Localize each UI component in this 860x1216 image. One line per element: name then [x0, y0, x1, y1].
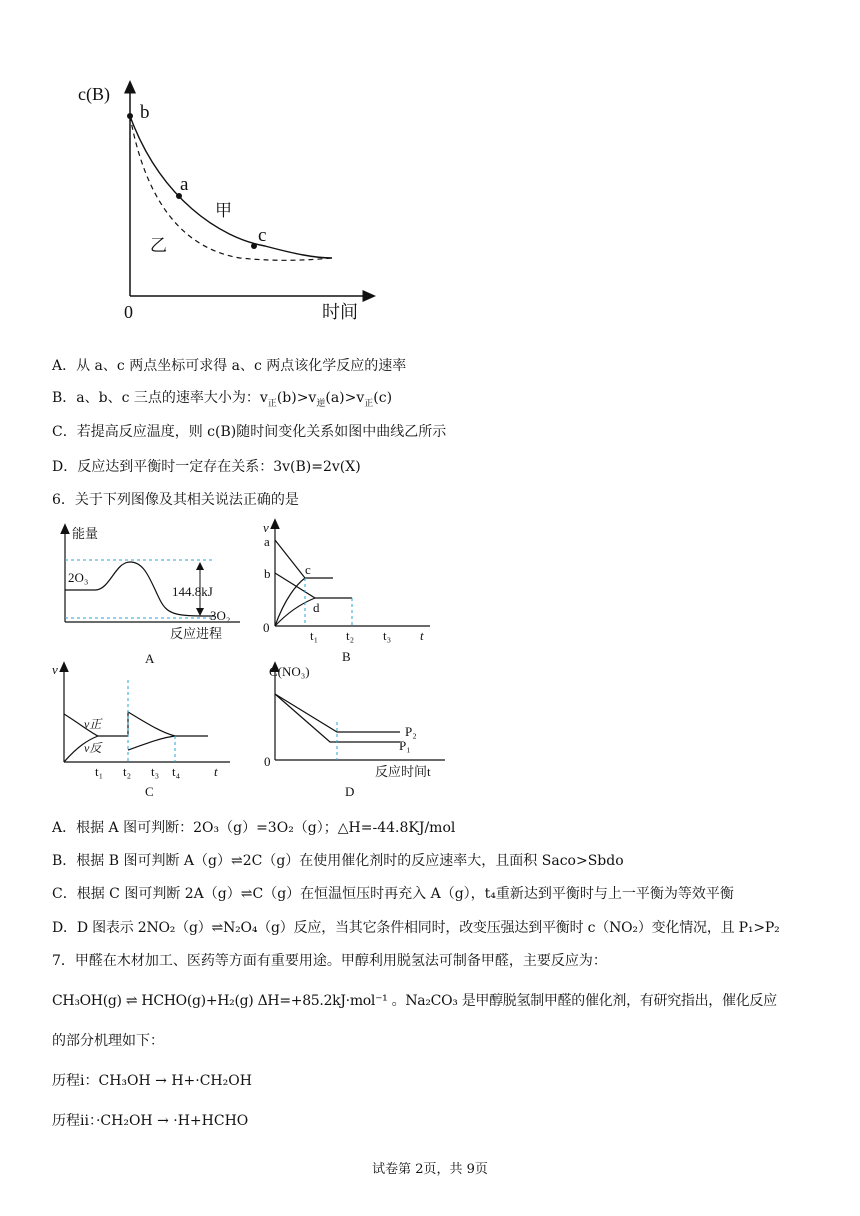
fig-d-origin: 0 — [264, 754, 271, 769]
q7-equation: CH₃OH(g) ⇌ HCHO(g)+H₂(g) ΔH=+85.2kJ·mol⁻¹ 。Na₂CO₃ 是甲醇脱氢制甲醛的催化剂，有研究指出，催化反应 — [52, 993, 777, 1009]
fig-c-y-label: v — [52, 662, 58, 677]
curve-jia-label: 甲 — [215, 201, 232, 220]
q6-option-d: D．D 图表示 2NO₂（g）⇌N₂O₄（g）反应，当其它条件相同时，改变压强达到平衡时 c（NO₂）变化情况，且 P₁>P₂ — [52, 920, 780, 936]
y-axis-label: c(B) — [78, 84, 110, 104]
q6-option-c: C．根据 C 图可判断 2A（g）⇌C（g）在恒温恒压时再充入 A（g），t₄重新达到平衡时与上一平衡为等效平衡 — [52, 886, 734, 902]
origin-label: 0 — [124, 302, 133, 322]
fig-b-c: c — [305, 562, 311, 577]
curve-yi-label: 乙 — [150, 236, 167, 255]
q6-title: 6．关于下列图像及其相关说法正确的是 — [52, 492, 299, 508]
fig-d-y-label: C(NO₃) — [269, 664, 310, 679]
fig-b-d: d — [313, 600, 320, 615]
fig-a-y-label: 能量 — [72, 526, 99, 541]
fig-d-p2: P₂ — [405, 724, 417, 739]
q5-option-c: C．若提高反应温度，则 c(B)随时间变化关系如图中曲线乙所示 — [52, 424, 447, 440]
point-a-label: a — [180, 174, 189, 195]
fig-c-caption: C — [145, 784, 154, 799]
fig-c-t3: t₃ — [151, 764, 160, 779]
fig-b-caption: B — [342, 649, 351, 664]
point-c-label: c — [258, 225, 267, 246]
fig-a-x-label: 反应进程 — [170, 626, 223, 641]
fig-c-vzheng: v正 — [84, 717, 102, 731]
figure-a-energy — [50, 520, 250, 670]
fig-b-t: t — [420, 628, 424, 643]
fig-b-y-label: v — [263, 520, 269, 535]
concentration-time-graph — [70, 78, 380, 328]
fig-a-caption: A — [145, 651, 155, 666]
fig-c-vfan: v反 — [84, 741, 102, 755]
q7-step-ii: 历程ii：·CH₂OH → ·H+HCHO — [52, 1113, 249, 1129]
fig-a-energy: 144.8kJ — [172, 584, 213, 599]
x-axis-label: 时间 — [322, 302, 358, 322]
fig-b-t1: t₁ — [310, 628, 319, 643]
q5-option-a: A．从 a、c 两点坐标可求得 a、c 两点该化学反应的速率 — [52, 358, 407, 374]
figure-c-rate — [50, 660, 240, 800]
fig-b-t2: t₂ — [346, 628, 355, 643]
fig-a-product: 3O₂ — [210, 608, 231, 623]
figure-d-concentration — [255, 660, 455, 800]
page-footer: 试卷第 2页，共 9页 — [372, 1162, 488, 1177]
fig-c-t2: t₂ — [123, 764, 132, 779]
fig-b-t3: t₃ — [383, 628, 392, 643]
fig-c-t4: t₄ — [172, 764, 181, 779]
q7-intro: 7．甲醛在木材加工、医药等方面有重要用途。甲醇利用脱氢法可制备甲醛，主要反应为： — [52, 953, 607, 969]
point-b-label: b — [140, 102, 150, 123]
figure-b-rate — [255, 518, 440, 668]
fig-a-reactant: 2O₃ — [68, 570, 89, 585]
fig-b-b: b — [264, 566, 271, 581]
fig-b-a: a — [264, 534, 270, 549]
q7-mechanism-intro: 的部分机理如下： — [52, 1033, 164, 1049]
q6-option-a: A．根据 A 图可判断：2O₃（g）=3O₂（g）；△H=-44.8KJ/mol — [52, 820, 456, 836]
fig-d-caption: D — [345, 784, 355, 799]
q7-step-i: 历程i：CH₃OH → H+·CH₂OH — [52, 1073, 252, 1089]
fig-d-p1: P₁ — [399, 738, 411, 753]
q5-option-b: B．a、b、c 三点的速率大小为：$v_正(b)>v_逆(a)>v_正(c)$ — [52, 390, 393, 409]
q6-option-b: B．根据 B 图可判断 A（g）⇌2C（g）在使用催化剂时的反应速率大，且面积 Saco>Sbdo — [52, 853, 624, 869]
q5-option-d: D．反应达到平衡时一定存在关系：3v(B)=2v(X) — [52, 459, 361, 475]
fig-c-t1: t₁ — [95, 764, 104, 779]
fig-d-x-label: 反应时间t — [375, 764, 431, 779]
fig-b-origin: 0 — [263, 620, 270, 635]
fig-c-t: t — [214, 764, 218, 779]
